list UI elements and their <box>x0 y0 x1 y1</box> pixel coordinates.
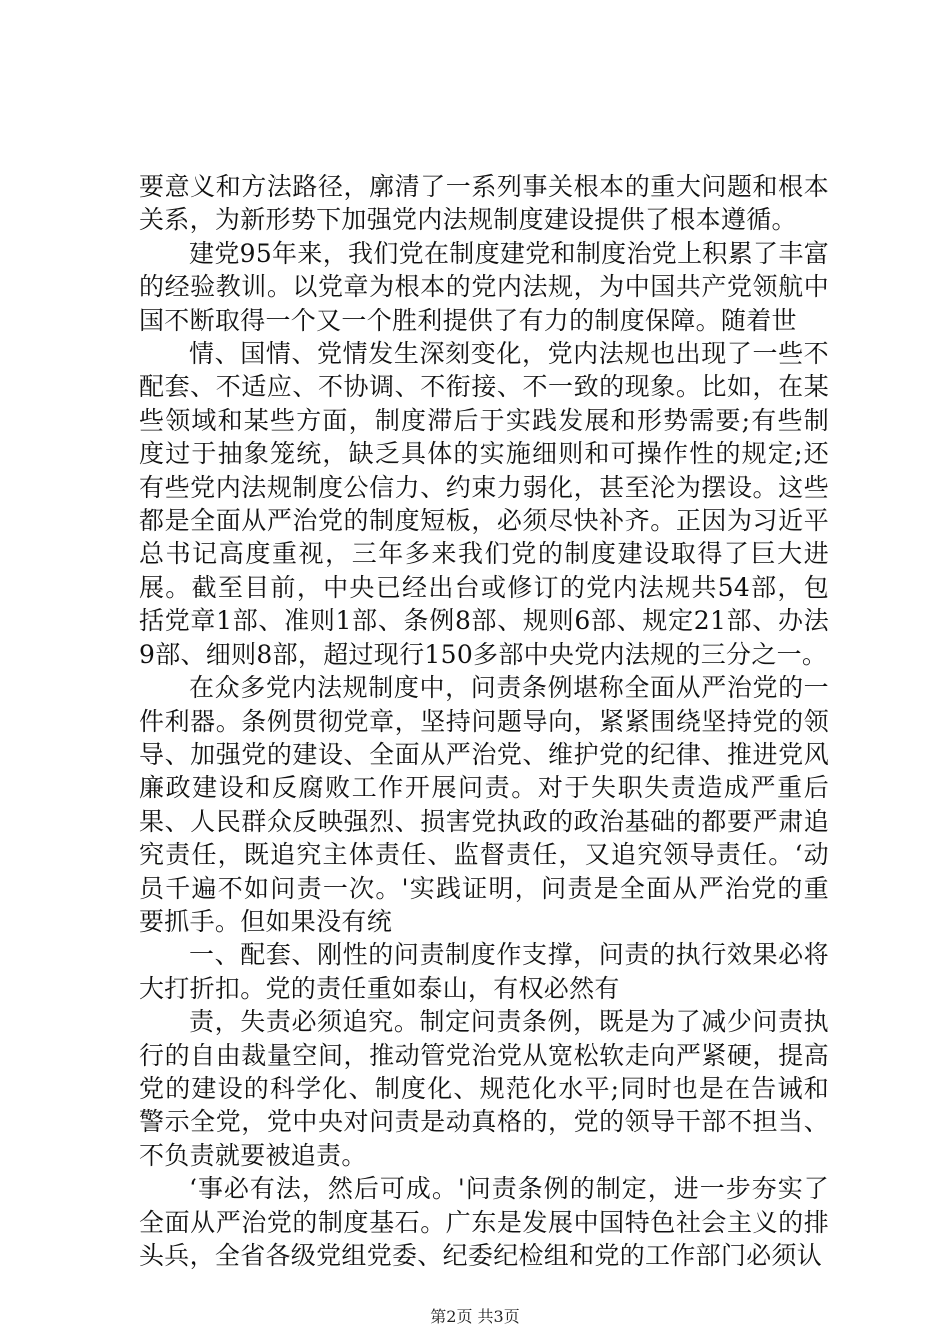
paragraph-6: 责，失责必须追究。制定问责条例，既是为了减少问责执行的自由裁量空间，推动管党治党从宽松软走向严紧硬，提高党的建设的科学化、制度化、规范化水平;同时也是在告诫和警示全党，党中央对问责是动真格的，党的领导干部不担当、不负责就要被追责。 <box>139 1007 829 1170</box>
document-body <box>139 170 829 1272</box>
paragraph-1: 要意义和方法路径，廓清了一系列事关根本的重大问题和根本关系，为新形势下加强党内法规制度建设提供了根本遵循。 <box>139 172 829 235</box>
page-footer <box>0 1304 950 1327</box>
paragraph-4: 在众多党内法规制度中，问责条例堪称全面从严治党的一件利器。条例贯彻党章，坚持问题导向，紧紧围绕坚持党的领导、加强党的建设、全面从严治党、维护党的纪律、推进党风廉政建设和反腐败工作开展问责。对于失职失责造成严重后果、人民群众反映强烈、损害党执政的政治基础的都要严肃追究责任，既追究主体责任、监督责任，又追究领导责任。‘动员千遍不如问责一次。'实践证明，问责是全面从严治党的重要抓手。但如果没有统 <box>139 673 829 936</box>
page-number-label: 第2页 共3页 <box>430 1307 520 1326</box>
paragraph-2: 建党95年来，我们党在制度建党和制度治党上积累了丰富的经验教训。以党章为根本的党内法规，为中国共产党领航中国不断取得一个又一个胜利提供了有力的制度保障。随着世 <box>139 238 829 335</box>
paragraph-3: 情、国情、党情发生深刻变化，党内法规也出现了一些不配套、不适应、不协调、不衔接、不一致的现象。比如，在某些领域和某些方面，制度滞后于实践发展和形势需要;有些制度过于抽象笼统，缺乏具体的实施细则和可操作性的规定;还有些党内法规制度公信力、约束力弱化，甚至沦为摆设。这些都是全面从严治党的制度短板，必须尽快补齐。正因为习近平总书记高度重视，三年多来我们党的制度建设取得了巨大进展。截至目前，中央已经出台或修订的党内法规共54部，包括党章1部、准则1部、条例8部、规则6部、规定21部、办法9部、细则8部，超过现行150多部中央党内法规的三分之一。 <box>139 339 829 669</box>
paragraph-5: 一、配套、刚性的问责制度作支撑，问责的执行效果必将大打折扣。党的责任重如泰山，有权必然有 <box>139 940 829 1003</box>
paragraph-7: ‘事必有法，然后可成。'问责条例的制定，进一步夯实了全面从严治党的制度基石。广东是发展中国特色社会主义的排头兵，全省各级党组党委、纪委纪检组和党的工作部门必须认 <box>139 1174 829 1270</box>
